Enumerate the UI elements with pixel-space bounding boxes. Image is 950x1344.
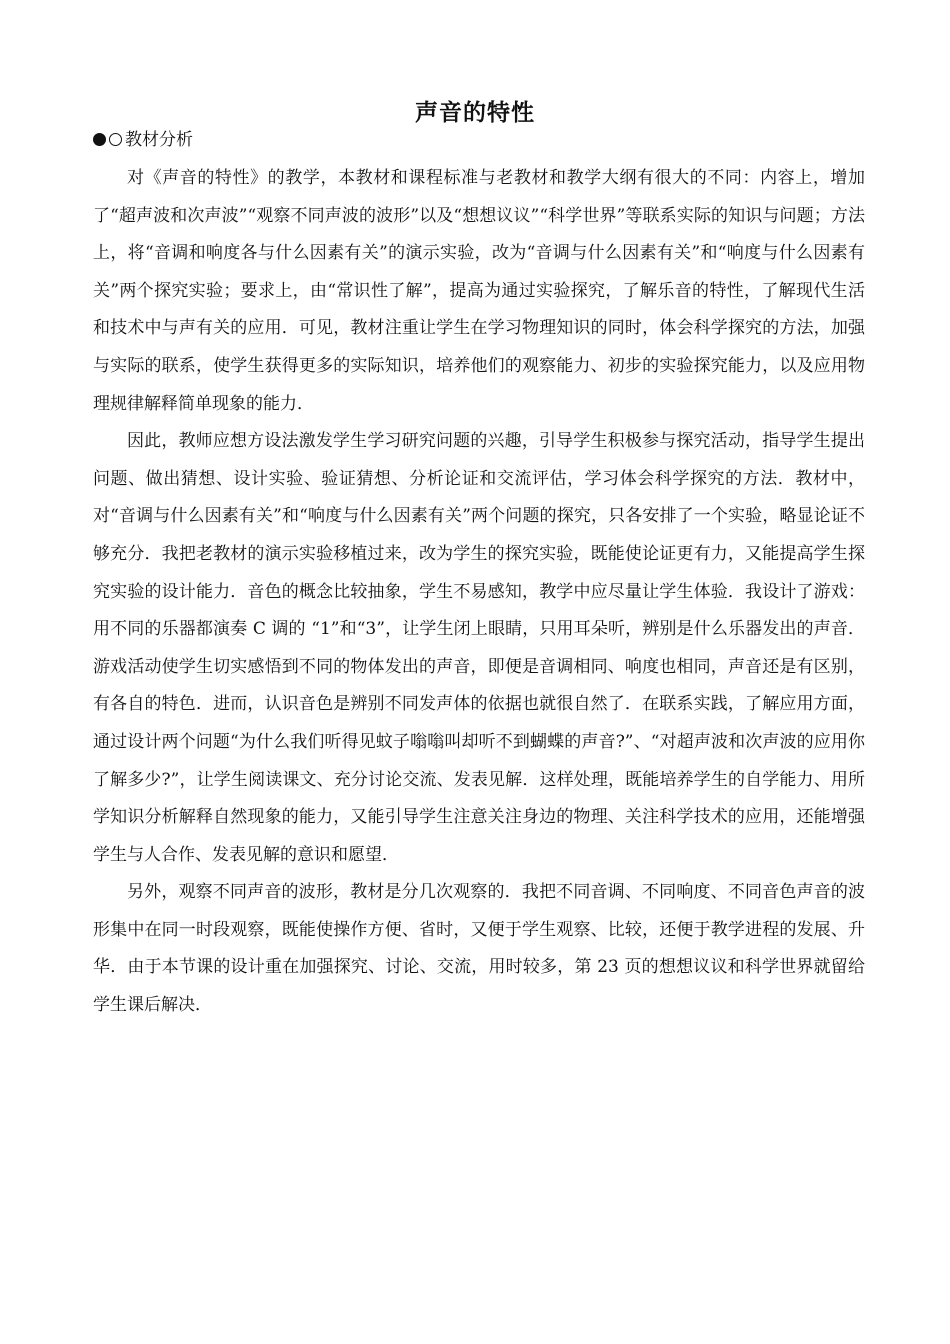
body-text xyxy=(93,160,865,1025)
section-heading xyxy=(93,127,193,153)
filled-circle-icon xyxy=(93,133,106,146)
paragraph-1: 对《声音的特性》的教学，本教材和课程标准与老教材和教学大纲有很大的不同：内容上，增加了“超声波和次声波”“观察不同声波的波形”以及“想想议议”“科学世界”等联系实际的知识与问题；方法上，将“音调和响度各与什么因素有关”的演示实验，改为“音调与什么因素有关”和“响度与什么因素有关”两个探究实验；要求上，由“常识性了解”，提高为通过实验探究，了解乐音的特性，了解现代生活和技术中与声有关的应用．可见，教材注重让学生在学习物理知识的同时，体会科学探究的方法，加强与实际的联系，使学生获得更多的实际知识，培养他们的观察能力、初步的实验探究能力，以及应用物理规律解释简单现象的能力． xyxy=(93,168,865,414)
hollow-circle-icon xyxy=(109,133,122,146)
page-title: 声音的特性 xyxy=(415,100,535,126)
paragraph-3: 另外，观察不同声音的波形，教材是分几次观察的．我把不同音调、不同响度、不同音色声音的波形集中在同一时段观察，既能使操作方便、省时，又便于学生观察、比较，还便于教学进程的发展、升华．由于本节课的设计重在加强探究、讨论、交流，用时较多，第 23 页的想想议议和科学世界就留给学生课后解决． xyxy=(93,882,865,1016)
section-heading-label: 教材分析 xyxy=(125,130,193,150)
paragraph-2: 因此，教师应想方设法激发学生学习研究问题的兴趣，引导学生积极参与探究活动，指导学生提出问题、做出猜想、设计实验、验证猜想、分析论证和交流评估，学习体会科学探究的方法．教材中，对“音调与什么因素有关”和“响度与什么因素有关”两个问题的探究，只各安排了一个实验，略显论证不够充分．我把老教材的演示实验移植过来，改为学生的探究实验，既能使论证更有力，又能提高学生探究实验的设计能力．音色的概念比较抽象，学生不易感知，教学中应尽量让学生体验．我设计了游戏：用不同的乐器都演奏 C 调的 “1”和“3”，让学生闭上眼睛，只用耳朵听，辨别是什么乐器发出的声音．游戏活动使学生切实感悟到不同的物体发出的声音，即便是音调相同、响度也相同，声音还是有区别，有各自的特色．进而，认识音色是辨别不同发声体的依据也就很自然了．在联系实践，了解应用方面，通过设计两个问题“为什么我们听得见蚊子嗡嗡叫却听不到蝴蝶的声音?”、“对超声波和次声波的应用你了解多少?”，让学生阅读课文、充分讨论交流、发表见解．这样处理，既能培养学生的自学能力、用所学知识分析解释自然现象的能力，又能引导学生注意关注身边的物理、关注科学技术的应用，还能增强学生与人合作、发表见解的意识和愿望． xyxy=(93,431,865,865)
